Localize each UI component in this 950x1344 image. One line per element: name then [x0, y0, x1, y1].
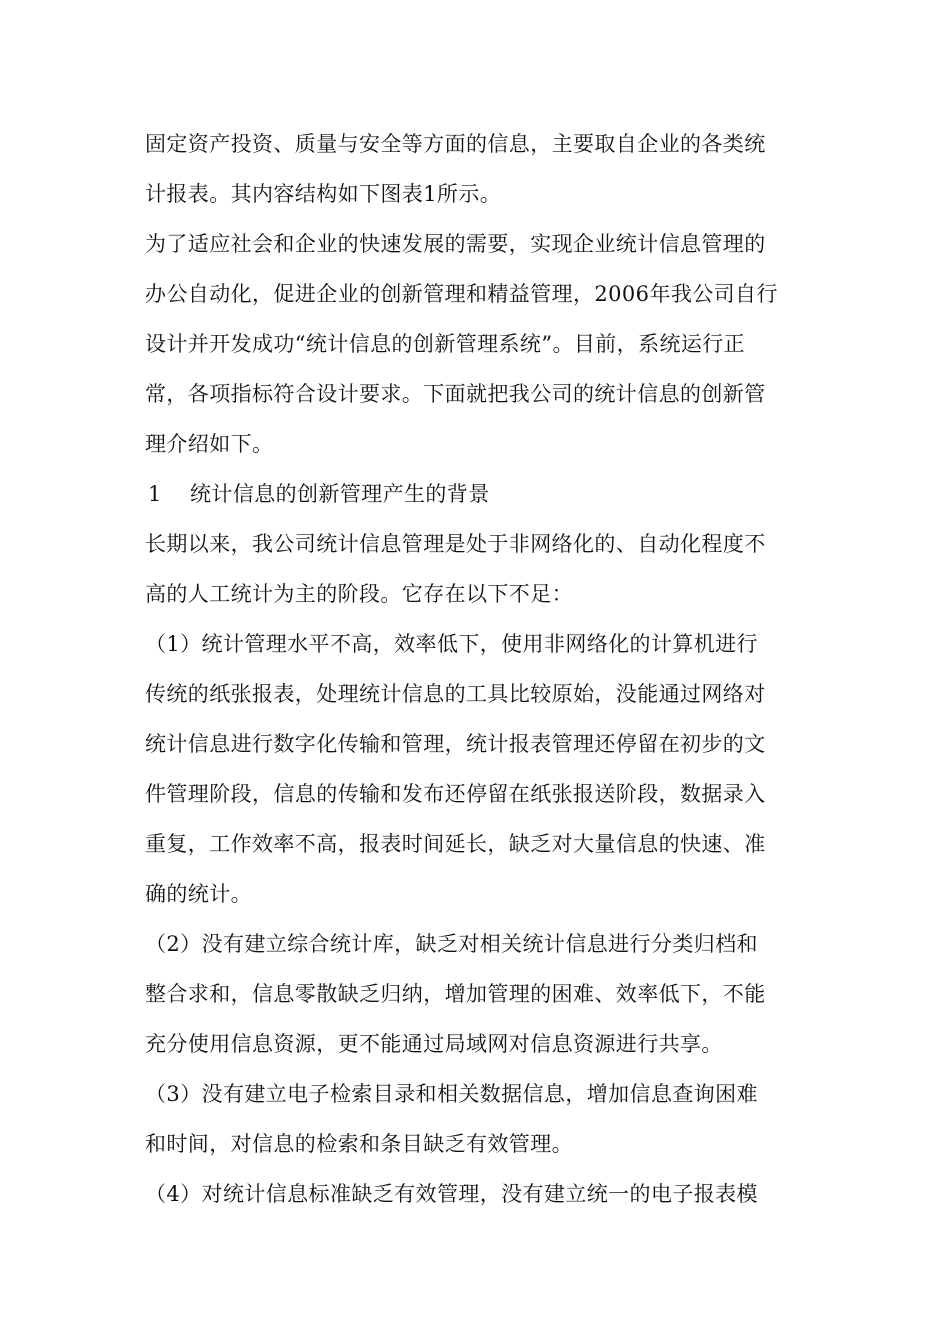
text-line: 确的统计。 [145, 882, 252, 906]
text-line: 办公自动化，促进企业的创新管理和精益管理，2006年我公司自行 [145, 282, 778, 306]
text-line: 为了适应社会和企业的快速发展的需要，实现企业统计信息管理的 [145, 232, 766, 256]
text-line: 充分使用信息资源，更不能通过局域网对信息资源进行共享。 [145, 1032, 723, 1056]
text-line: 件管理阶段，信息的传输和发布还停留在纸张报送阶段，数据录入 [145, 782, 766, 806]
section-heading-title: 统计信息的创新管理产生的背景 [190, 482, 490, 506]
text-line: 固定资产投资、质量与安全等方面的信息，主要取自企业的各类统 [145, 132, 766, 156]
text-line: 重复，工作效率不高，报表时间延长，缺乏对大量信息的快速、准 [145, 832, 766, 856]
text-line: 长期以来，我公司统计信息管理是处于非网络化的、自动化程度不 [145, 532, 766, 556]
text-line: （4）对统计信息标准缺乏有效管理，没有建立统一的电子报表模 [145, 1182, 758, 1206]
text-line: 常，各项指标符合设计要求。下面就把我公司的统计信息的创新管 [145, 382, 766, 406]
text-line: 传统的纸张报表，处理统计信息的工具比较原始，没能通过网络对 [145, 682, 766, 706]
text-line: 高的人工统计为主的阶段。它存在以下不足： [145, 582, 573, 606]
text-line: 整合求和，信息零散缺乏归纳，增加管理的困难、效率低下，不能 [145, 982, 766, 1006]
text-line: 统计信息进行数字化传输和管理，统计报表管理还停留在初步的文 [145, 732, 766, 756]
text-line: （2）没有建立综合统计库，缺乏对相关统计信息进行分类归档和 [145, 932, 758, 956]
text-line: 设计并开发成功“统计信息的创新管理系统”。目前，系统运行正 [145, 332, 746, 356]
text-line: 理介绍如下。 [145, 432, 274, 456]
text-line: 计报表。其内容结构如下图表1所示。 [145, 182, 502, 206]
text-line: 和时间，对信息的检索和条目缺乏有效管理。 [145, 1132, 573, 1156]
text-line: （3）没有建立电子检索目录和相关数据信息，增加信息查询困难 [145, 1082, 758, 1106]
section-heading-number: 1 [148, 482, 162, 506]
text-line: （1）统计管理水平不高，效率低下，使用非网络化的计算机进行 [145, 632, 758, 656]
